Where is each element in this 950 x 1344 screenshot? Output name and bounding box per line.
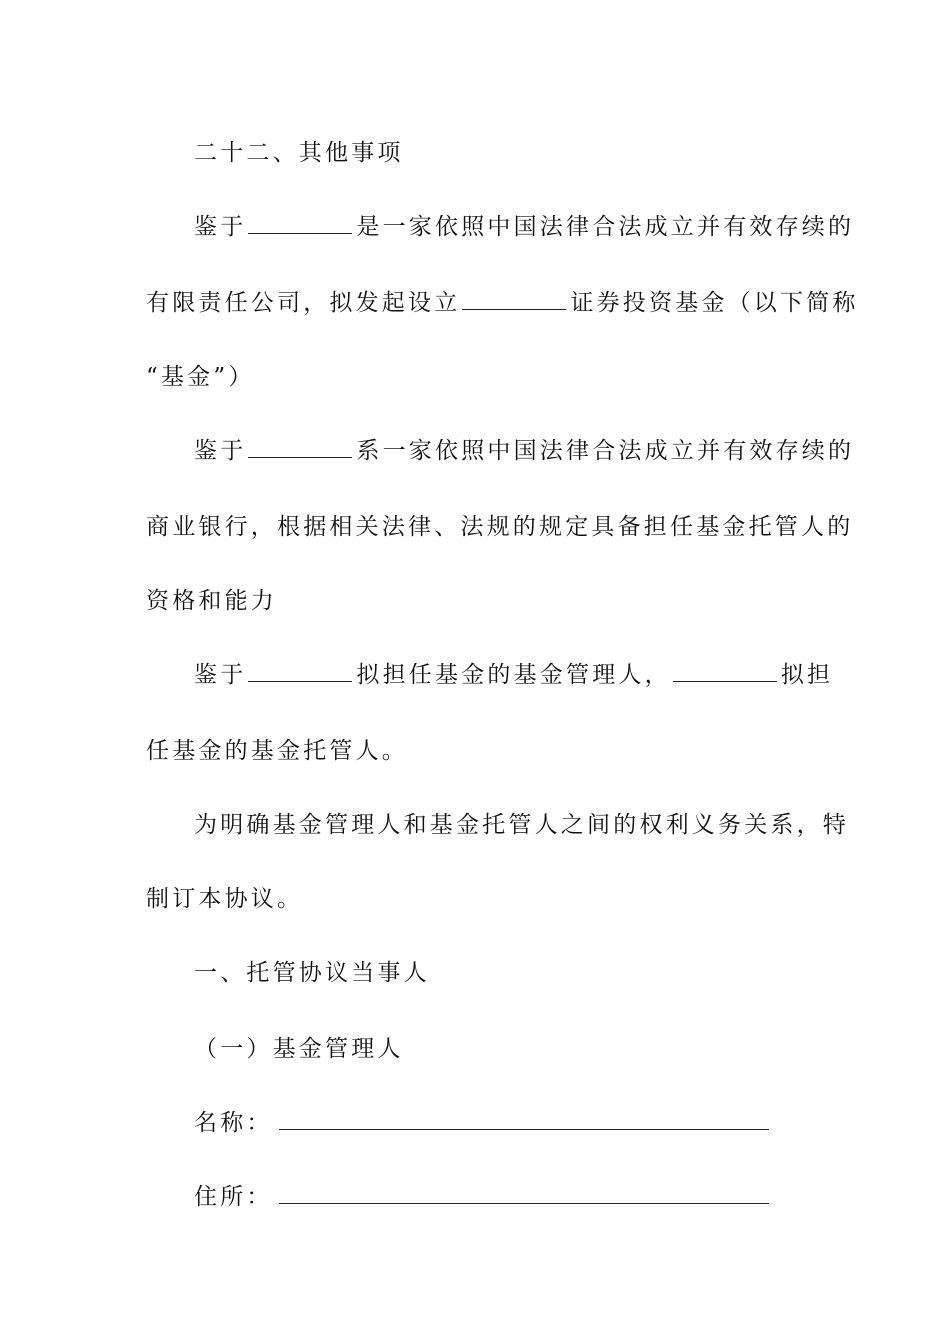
fill-blank xyxy=(248,232,352,234)
paragraph-2-line-1 xyxy=(194,436,854,466)
text: 鉴于 xyxy=(194,214,247,240)
text: 证券投资基金（以下简称 xyxy=(570,290,859,316)
text: 系一家依照中国法律合法成立并有效存续的 xyxy=(356,438,855,464)
paragraph-2-line-3: 资格和能力 xyxy=(146,588,277,614)
paragraph-3-line-1 xyxy=(194,660,833,690)
paragraph-4-line-2: 制订本协议。 xyxy=(146,886,304,912)
subsection-heading: （一）基金管理人 xyxy=(194,1036,404,1062)
paragraph-1-line-2 xyxy=(146,288,859,318)
section-heading-22: 二十二、其他事项 xyxy=(194,140,404,166)
address-field xyxy=(194,1182,769,1212)
text: 拟担任基金的基金管理人， xyxy=(356,662,671,688)
text: 有限责任公司，拟发起设立 xyxy=(146,290,461,316)
fill-blank xyxy=(248,456,352,458)
fill-blank xyxy=(462,308,566,310)
fill-blank xyxy=(248,680,352,682)
text: 鉴于 xyxy=(194,438,247,464)
address-blank xyxy=(279,1202,769,1204)
name-blank xyxy=(279,1128,769,1130)
text: 拟担 xyxy=(780,662,834,688)
paragraph-3-line-2: 任基金的基金托管人。 xyxy=(146,738,408,764)
paragraph-1-line-1 xyxy=(194,212,854,242)
text: 是一家依照中国法律合法成立并有效存续的 xyxy=(356,214,855,240)
paragraph-4-line-1: 为明确基金管理人和基金托管人之间的权利义务关系，特 xyxy=(194,812,849,838)
name-field xyxy=(194,1108,769,1138)
name-label: 名称： xyxy=(194,1110,273,1136)
paragraph-1-line-3: “基金”） xyxy=(146,364,255,390)
text: 鉴于 xyxy=(194,662,247,688)
fill-blank xyxy=(673,680,777,682)
address-label: 住所： xyxy=(194,1184,273,1210)
paragraph-2-line-2: 商业银行，根据相关法律、法规的规定具备担任基金托管人的 xyxy=(146,514,854,540)
section-heading-1: 一、托管协议当事人 xyxy=(194,960,430,986)
